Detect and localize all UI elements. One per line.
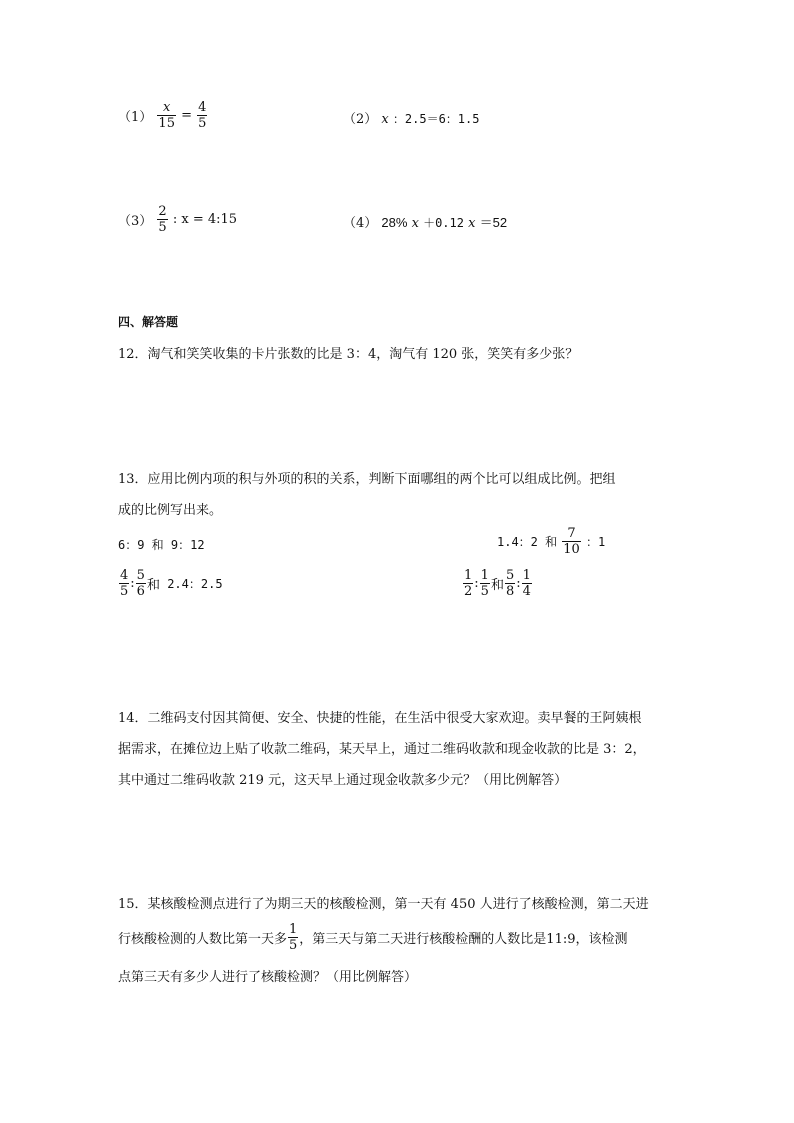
equation-4 [343, 212, 507, 231]
fraction-numerator: 2 [158, 204, 167, 219]
fraction-4-over-5 [197, 100, 207, 131]
fraction-denominator: 5 [289, 938, 298, 953]
equation-2-body: ：2.5＝6：1.5 [392, 112, 480, 126]
question-13-line-2: 成的比例写出来。 [118, 503, 223, 518]
fraction-denominator: 15 [158, 116, 175, 131]
fraction-numerator: 5 [505, 568, 515, 583]
fraction-numerator: 7 [562, 526, 581, 542]
question-15-line-3: 点第三天有多少人进行了核酸检测？（用比例解答） [118, 970, 418, 985]
fraction-5-over-6 [136, 568, 146, 599]
and-word: 和 [146, 578, 160, 593]
equation-3-label: （3） [118, 214, 153, 229]
percent-term: 28% [381, 215, 408, 230]
ratio-pair-a: 6：9 和 9：12 [118, 538, 205, 552]
question-15-line-2-end: ，第三天与第二天进行核酸检酬的人数比是11:9，该检测 [299, 932, 628, 947]
fraction-denominator: 5 [198, 116, 207, 131]
decimal-term: ＋0.12 [423, 216, 464, 230]
fraction-denominator: 2 [464, 584, 473, 599]
fraction-denominator: 4 [522, 584, 531, 599]
fraction-x-over-15 [157, 100, 176, 131]
ratio-pair-b-left: 1.4：2 和 [497, 535, 558, 549]
fraction-5-over-8 [505, 568, 515, 599]
ratio-pair-c [118, 568, 223, 599]
question-13-line-1: 13．应用比例内项的积与外项的积的关系，判断下面哪组的两个比可以组成比例。把组 [118, 472, 616, 487]
fraction-7-over-10 [562, 526, 581, 557]
ratio-pair-c-right: 2.4：2.5 [159, 577, 223, 591]
equation-4-label: （4） [343, 216, 378, 231]
fraction-denominator: 10 [563, 542, 580, 557]
fraction-numerator: 4 [120, 568, 129, 583]
question-15-line-2 [118, 922, 628, 953]
variable-x: x [411, 216, 419, 231]
question-14-line-3: 其中通过二维码收款 219 元，这天早上通过现金收款多少元？（用比例解答） [118, 773, 568, 788]
equals-sign: = [181, 108, 193, 123]
question-14-line-2: 据需求，在摊位边上贴了收款二维码，某天早上，通过二维码收款和现金收款的比是 3：2， [118, 742, 646, 757]
fraction-numerator: 5 [136, 568, 145, 583]
equation-3-body: : x = 4:15 [172, 212, 238, 227]
equation-1-label: （1） [118, 110, 153, 125]
fraction-1-over-5 [480, 568, 490, 599]
ratio-pair-b-right: ：1 [585, 535, 606, 549]
fraction-numerator: 1 [464, 568, 473, 583]
equation-2 [343, 108, 479, 127]
equation-1 [118, 100, 208, 131]
variable-x: x [468, 216, 476, 231]
fraction-numerator: 1 [289, 922, 298, 937]
question-14-line-1: 14．二维码支付因其简便、安全、快捷的性能，在生活中很受大家欢迎。卖早餐的王阿姨根 [118, 711, 642, 726]
fraction-denominator: 6 [136, 584, 145, 599]
fraction-denominator: 5 [120, 584, 129, 599]
ratio-colon: : [474, 576, 479, 591]
fraction-1-over-2 [463, 568, 473, 599]
variable-x: x [381, 112, 389, 127]
fraction-4-over-5 [119, 568, 129, 599]
equation-3 [118, 204, 237, 235]
fraction-denominator: 5 [158, 220, 167, 235]
ratio-colon: : [516, 576, 521, 591]
section-title: 四、解答题 [118, 315, 179, 329]
fraction-numerator: 1 [522, 568, 531, 583]
question-15-line-1: 15．某核酸检测点进行了为期三天的核酸检测，第一天有 450 人进行了核酸检测，第二天进 [118, 897, 649, 912]
and-word: 和 [490, 578, 504, 593]
fraction-denominator: 8 [505, 584, 515, 599]
fraction-1-over-5 [288, 922, 298, 953]
fraction-denominator: 5 [480, 584, 489, 599]
question-15-line-2-start: 行核酸检测的人数比第一天多 [118, 932, 288, 947]
fraction-numerator: x [157, 100, 176, 116]
fraction-numerator: 1 [480, 568, 489, 583]
fraction-1-over-4 [522, 568, 532, 599]
ratio-pair-d [462, 568, 533, 599]
ratio-colon: : [130, 576, 135, 591]
fraction-2-over-5 [157, 204, 167, 235]
fraction-numerator: 4 [198, 100, 207, 115]
equation-4-result: ＝52 [479, 215, 508, 230]
question-12: 12．淘气和笑笑收集的卡片张数的比是 3：4，淘气有 120 张，笑笑有多少张？ [118, 347, 579, 362]
ratio-pair-b [497, 526, 605, 557]
equation-2-label: （2） [343, 112, 378, 127]
